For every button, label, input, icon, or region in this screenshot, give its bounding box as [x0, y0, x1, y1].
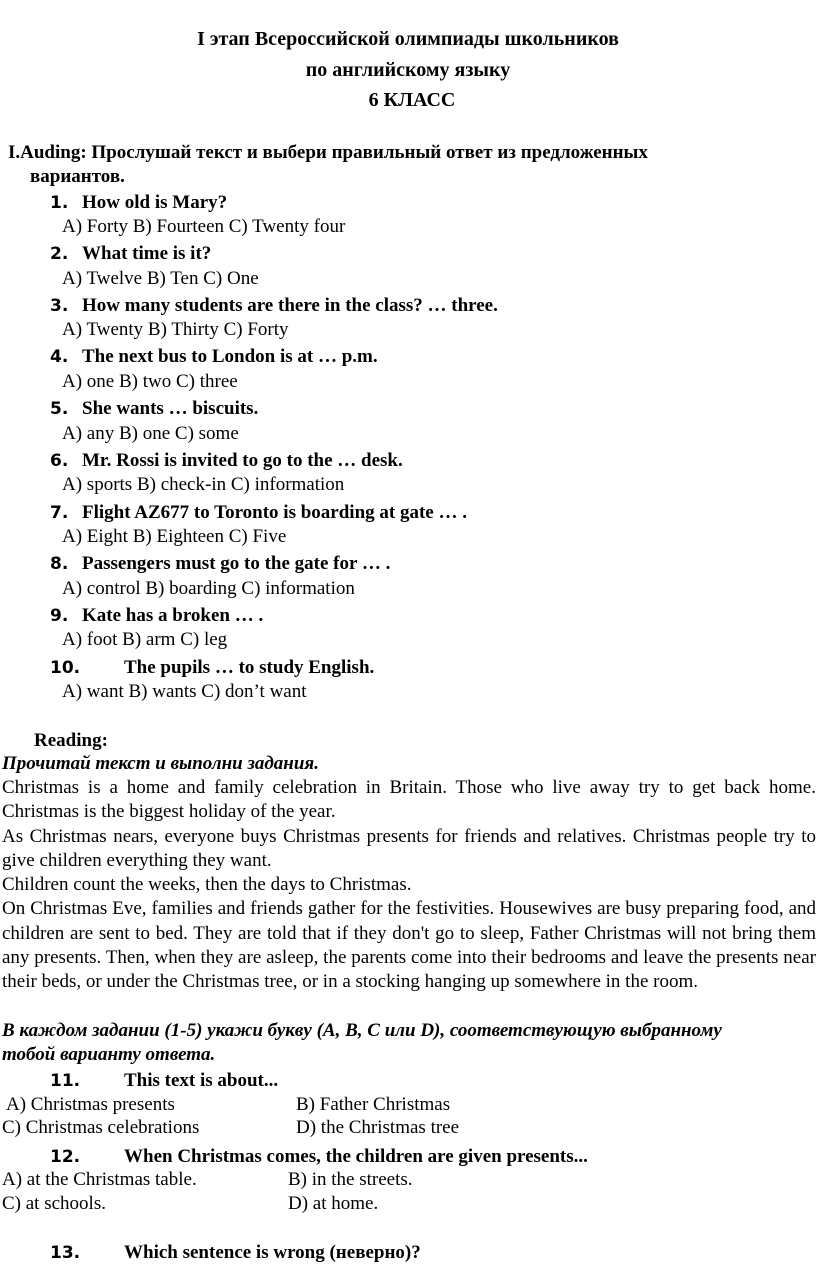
question-8-options: A) control B) boarding C) information	[62, 578, 355, 599]
question-number: 5.	[50, 399, 69, 419]
question-text: The next bus to London is at … p.m.	[82, 346, 378, 367]
question-12-option-c: C) at schools.	[2, 1193, 106, 1214]
question-text: Kate has a broken … .	[82, 605, 264, 626]
reading-paragraph-1: Christmas is a home and family celebration in Britain. Those who live away try to get back home. Christmas is the biggest holiday of the year.	[2, 777, 816, 823]
question-9	[50, 605, 263, 627]
header-grade: 6 КЛАСС	[368, 89, 456, 111]
question-3-options: A) Twenty B) Thirty C) Forty	[62, 319, 289, 340]
question-1-options: A) Forty B) Fourteen C) Twenty four	[62, 216, 346, 237]
question-7	[50, 502, 467, 524]
question-number: 1.	[50, 193, 69, 213]
question-text: Which sentence is wrong (неверно)?	[124, 1242, 421, 1263]
task-instruction-line-1: В каждом задании (1-5) укажи букву (A, B, C или D), соответствующую выбранному	[2, 1020, 722, 1041]
question-number: 13.	[50, 1243, 81, 1263]
question-12-option-d: D) at home.	[288, 1193, 379, 1214]
question-text: How old is Mary?	[82, 192, 228, 213]
question-text: The pupils … to study English.	[124, 657, 375, 678]
header-line-2: по английскому языку	[305, 59, 511, 81]
question-text: Mr. Rossi is invited to go to the … desk.	[82, 450, 403, 471]
question-8	[50, 553, 390, 575]
question-10-options: A) want B) wants C) don’t want	[62, 681, 307, 702]
question-number: 11.	[50, 1071, 81, 1091]
question-2-options: A) Twelve B) Ten C) One	[62, 268, 259, 289]
question-6	[50, 450, 403, 472]
auding-heading-cont: вариантов.	[30, 166, 125, 187]
question-11-option-b: B) Father Christmas	[296, 1094, 451, 1115]
reading-paragraph-4: On Christmas Eve, families and friends gather for the festivities. Housewives are busy preparing food, and children are sent to bed. They are told that if they don't go to sleep, Father Christmas will not bring them any presents. Then, when they are asleep, the parents come into their bedrooms and leave the presents near their beds, or under the Christmas tree, or in a stocking hanging up somewhere in the room.	[2, 898, 816, 993]
task-instruction-line-2: тобой варианту ответа.	[2, 1044, 216, 1065]
question-7-options: A) Eight B) Eighteen C) Five	[62, 526, 287, 547]
question-number: 3.	[50, 296, 69, 316]
reading-paragraph-2: As Christmas nears, everyone buys Christmas presents for friends and relatives. Christmas people try to give children everything they want.	[2, 825, 816, 871]
question-number: 8.	[50, 554, 69, 574]
question-12-option-a: A) at the Christmas table.	[2, 1169, 197, 1190]
question-11-option-d: D) the Christmas tree	[296, 1117, 460, 1138]
question-text: Passengers must go to the gate for … .	[82, 553, 391, 574]
question-2	[50, 243, 211, 265]
question-4	[50, 346, 378, 368]
question-3	[50, 295, 498, 317]
question-9-options: A) foot B) arm C) leg	[62, 629, 228, 650]
question-number: 4.	[50, 347, 69, 367]
question-text: When Christmas comes, the children are given presents...	[124, 1146, 588, 1167]
question-text: She wants … biscuits.	[82, 398, 259, 419]
question-6-options: A) sports B) check-in C) information	[62, 474, 345, 495]
question-text: This text is about...	[124, 1070, 279, 1091]
question-text: What time is it?	[82, 243, 212, 264]
question-10	[50, 657, 374, 679]
question-11	[50, 1070, 278, 1092]
question-number: 10.	[50, 658, 81, 678]
question-12	[50, 1146, 588, 1168]
auding-heading: I.Auding: Прослушай текст и выбери правильный ответ из предложенных	[8, 142, 648, 163]
reading-heading: Reading:	[34, 730, 108, 751]
question-number: 6.	[50, 451, 69, 471]
question-5	[50, 398, 258, 420]
question-4-options: A) one B) two C) three	[62, 371, 238, 392]
question-number: 7.	[50, 503, 69, 523]
question-text: Flight AZ677 to Toronto is boarding at gate … .	[82, 502, 467, 523]
question-number: 2.	[50, 244, 69, 264]
reading-text	[2, 776, 816, 995]
question-13	[50, 1242, 421, 1264]
question-5-options: A) any B) one C) some	[62, 423, 239, 444]
question-11-option-a: A) Christmas presents	[6, 1094, 175, 1115]
question-11-option-c: C) Christmas celebrations	[2, 1117, 200, 1138]
reading-instruction: Прочитай текст и выполни задания.	[2, 753, 319, 774]
question-number: 12.	[50, 1147, 81, 1167]
header-line-1: I этап Всероссийской олимпиады школьников	[197, 28, 619, 50]
question-number: 9.	[50, 606, 69, 626]
question-1	[50, 192, 227, 214]
reading-paragraph-3: Children count the weeks, then the days to Christmas.	[2, 874, 412, 896]
question-12-option-b: B) in the streets.	[288, 1169, 413, 1190]
question-text: How many students are there in the class? … three.	[82, 295, 498, 316]
